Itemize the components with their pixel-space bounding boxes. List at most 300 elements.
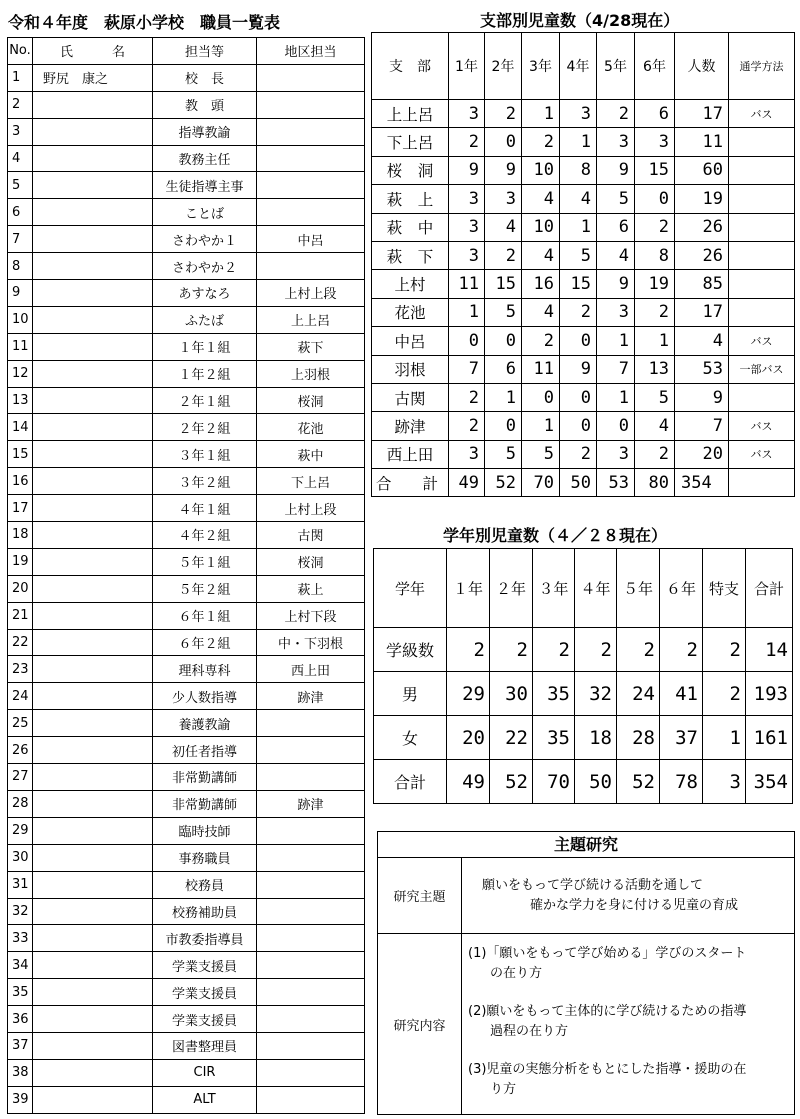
branch-cell: 2: [560, 298, 597, 326]
staff-cell: [33, 495, 153, 522]
branch-cell: 3: [449, 100, 485, 128]
branch-cell: 10: [522, 213, 560, 241]
staff-cell: [33, 522, 153, 549]
staff-cell: 19: [8, 548, 33, 575]
branch-cell: 60: [675, 156, 729, 184]
grade-cell: 28: [617, 716, 660, 760]
branch-cell: 2: [635, 298, 675, 326]
branch-cell: 70: [522, 469, 560, 497]
branch-header-cell: 2年: [485, 33, 522, 100]
staff-cell: [33, 683, 153, 710]
staff-cell: 桜洞: [257, 548, 365, 575]
branch-cell: 11: [522, 355, 560, 383]
branch-cell: 50: [560, 469, 597, 497]
staff-cell: 34: [8, 952, 33, 979]
grade-title: 学年別児童数（４／２８現在）: [443, 526, 668, 545]
branch-cell: 中呂: [372, 327, 449, 355]
branch-cell: 一部バス: [729, 355, 795, 383]
staff-cell: 6: [8, 199, 33, 226]
staff-row: [8, 871, 365, 898]
research-item-line: の在り方: [490, 966, 543, 981]
branch-row: [372, 185, 795, 213]
staff-row: [8, 441, 365, 468]
staff-cell: [33, 333, 153, 360]
branch-cell: 3: [597, 440, 635, 468]
research-item-line: (3)児童の実態分析をもとにした指導・援助の在: [468, 1062, 747, 1077]
branch-cell: 5: [522, 440, 560, 468]
staff-header-cell: No.: [8, 38, 33, 65]
staff-cell: 下上呂: [257, 468, 365, 495]
grade-cell: 78: [660, 760, 703, 804]
branch-cell: 8: [560, 156, 597, 184]
research-item-line: り方: [490, 1082, 517, 1097]
branch-cell: バス: [729, 412, 795, 440]
grade-row: [374, 672, 793, 716]
staff-cell: [33, 306, 153, 333]
branch-cell: 52: [485, 469, 522, 497]
staff-cell: 上上呂: [257, 306, 365, 333]
staff-cell: 29: [8, 817, 33, 844]
branch-cell: 上村: [372, 270, 449, 298]
staff-cell: 跡津: [257, 683, 365, 710]
staff-cell: [33, 548, 153, 575]
staff-cell: ４年１組: [153, 495, 257, 522]
branch-cell: 9: [675, 383, 729, 411]
staff-cell: 11: [8, 333, 33, 360]
staff-row: [8, 656, 365, 683]
branch-cell: 1: [560, 128, 597, 156]
branch-cell: 49: [449, 469, 485, 497]
staff-cell: [257, 172, 365, 199]
staff-cell: ６年１組: [153, 602, 257, 629]
branch-cell: [729, 128, 795, 156]
branch-cell: 桜 洞: [372, 156, 449, 184]
grade-cell: 14: [746, 628, 793, 672]
staff-cell: [33, 1032, 153, 1059]
branch-cell: 0: [522, 383, 560, 411]
staff-row: [8, 387, 365, 414]
staff-cell: [257, 710, 365, 737]
staff-cell: 上村上段: [257, 495, 365, 522]
grade-cell: 49: [447, 760, 490, 804]
staff-cell: さわやか１: [153, 226, 257, 253]
staff-cell: 26: [8, 737, 33, 764]
staff-cell: [33, 952, 153, 979]
branch-cell: 4: [522, 185, 560, 213]
staff-cell: [257, 253, 365, 280]
branch-row: [372, 355, 795, 383]
research-item: [468, 1060, 794, 1100]
grade-cell: 52: [490, 760, 533, 804]
grade-cell: 2: [575, 628, 617, 672]
staff-cell: 萩中: [257, 441, 365, 468]
staff-cell: 教 頭: [153, 91, 257, 118]
branch-row: [372, 440, 795, 468]
staff-cell: [33, 737, 153, 764]
staff-row: [8, 629, 365, 656]
staff-cell: 教務主任: [153, 145, 257, 172]
branch-cell: 2: [449, 128, 485, 156]
staff-cell: [33, 790, 153, 817]
staff-cell: 図書整理員: [153, 1032, 257, 1059]
grade-header-cell: ４年: [575, 549, 617, 628]
staff-header-cell: 地区担当: [257, 38, 365, 65]
staff-row: [8, 1059, 365, 1086]
staff-row: [8, 1032, 365, 1059]
staff-cell: 28: [8, 790, 33, 817]
grade-header-cell: 特支: [703, 549, 746, 628]
branch-cell: 16: [522, 270, 560, 298]
branch-cell: [729, 241, 795, 269]
branch-title: 支部別児童数（4/28現在）: [480, 11, 680, 30]
staff-cell: 23: [8, 656, 33, 683]
staff-cell: 指導教諭: [153, 118, 257, 145]
staff-cell: [33, 764, 153, 791]
staff-row: [8, 683, 365, 710]
branch-cell: 19: [675, 185, 729, 213]
staff-row: [8, 548, 365, 575]
branch-cell: 2: [485, 241, 522, 269]
staff-row: [8, 118, 365, 145]
branch-cell: 9: [485, 156, 522, 184]
grade-header-cell: ６年: [660, 549, 703, 628]
branch-cell: [729, 156, 795, 184]
branch-cell: 4: [522, 241, 560, 269]
branch-cell: 下上呂: [372, 128, 449, 156]
staff-cell: 12: [8, 360, 33, 387]
grade-header-row: [374, 549, 793, 628]
branch-cell: 6: [635, 100, 675, 128]
branch-cell: 2: [597, 100, 635, 128]
branch-row: [372, 128, 795, 156]
staff-cell: 少人数指導: [153, 683, 257, 710]
staff-cell: CIR: [153, 1059, 257, 1086]
grade-row: [374, 760, 793, 804]
branch-cell: 15: [560, 270, 597, 298]
grade-cell: 女: [374, 716, 447, 760]
staff-row: [8, 199, 365, 226]
staff-cell: 18: [8, 522, 33, 549]
staff-cell: [33, 226, 153, 253]
branch-cell: 80: [635, 469, 675, 497]
branch-row: [372, 100, 795, 128]
staff-cell: 36: [8, 1006, 33, 1033]
staff-cell: １年２組: [153, 360, 257, 387]
research-item-line: 過程の在り方: [490, 1024, 569, 1039]
staff-cell: 花池: [257, 414, 365, 441]
branch-cell: 7: [675, 412, 729, 440]
staff-row: [8, 522, 365, 549]
staff-cell: ５年２組: [153, 575, 257, 602]
branch-cell: 0: [560, 412, 597, 440]
branch-header-cell: 4年: [560, 33, 597, 100]
branch-cell: バス: [729, 440, 795, 468]
branch-cell: 9: [597, 270, 635, 298]
grade-cell: 1: [703, 716, 746, 760]
grade-row: [374, 628, 793, 672]
branch-cell: 花池: [372, 298, 449, 326]
staff-cell: 市教委指導員: [153, 925, 257, 952]
staff-row: [8, 790, 365, 817]
branch-row: [372, 213, 795, 241]
staff-row: [8, 817, 365, 844]
staff-cell: 臨時技師: [153, 817, 257, 844]
grade-cell: 2: [703, 672, 746, 716]
branch-cell: 4: [485, 213, 522, 241]
staff-cell: 校務員: [153, 871, 257, 898]
grade-cell: 41: [660, 672, 703, 716]
branch-cell: 3: [449, 213, 485, 241]
staff-cell: 33: [8, 925, 33, 952]
branch-header-cell: 5年: [597, 33, 635, 100]
branch-cell: 2: [635, 440, 675, 468]
branch-cell: 3: [597, 128, 635, 156]
staff-cell: 上村上段: [257, 280, 365, 307]
staff-cell: ことば: [153, 199, 257, 226]
grade-cell: 35: [533, 672, 575, 716]
branch-cell: 13: [635, 355, 675, 383]
staff-cell: 27: [8, 764, 33, 791]
staff-cell: 22: [8, 629, 33, 656]
staff-cell: [257, 952, 365, 979]
branch-cell: 4: [597, 241, 635, 269]
staff-cell: 事務職員: [153, 844, 257, 871]
staff-cell: [33, 1086, 153, 1113]
branch-cell: 17: [675, 100, 729, 128]
staff-cell: 14: [8, 414, 33, 441]
staff-cell: 17: [8, 495, 33, 522]
staff-cell: [33, 710, 153, 737]
staff-cell: 3: [8, 118, 33, 145]
branch-row: [372, 241, 795, 269]
staff-cell: [33, 387, 153, 414]
grade-cell: 20: [447, 716, 490, 760]
grade-cell: 161: [746, 716, 793, 760]
branch-table: [371, 32, 795, 497]
staff-cell: [33, 441, 153, 468]
staff-cell: 16: [8, 468, 33, 495]
staff-cell: 8: [8, 253, 33, 280]
branch-cell: 0: [635, 185, 675, 213]
branch-cell: 0: [597, 412, 635, 440]
staff-row: [8, 737, 365, 764]
branch-row: [372, 270, 795, 298]
grade-header-cell: ５年: [617, 549, 660, 628]
grade-cell: 18: [575, 716, 617, 760]
staff-cell: 20: [8, 575, 33, 602]
grade-cell: 37: [660, 716, 703, 760]
grade-cell: 2: [533, 628, 575, 672]
branch-cell: 0: [560, 383, 597, 411]
staff-cell: 7: [8, 226, 33, 253]
branch-cell: 11: [449, 270, 485, 298]
research-content-label: 研究内容: [378, 933, 462, 1115]
staff-cell: [33, 575, 153, 602]
branch-cell: バス: [729, 327, 795, 355]
staff-row: [8, 226, 365, 253]
branch-cell: 2: [449, 383, 485, 411]
staff-cell: [33, 414, 153, 441]
research-item: [468, 944, 794, 984]
branch-header-cell: 6年: [635, 33, 675, 100]
staff-cell: ALT: [153, 1086, 257, 1113]
grade-header-cell: 学年: [374, 549, 447, 628]
staff-row: [8, 172, 365, 199]
branch-cell: 羽根: [372, 355, 449, 383]
branch-cell: 1: [485, 383, 522, 411]
branch-cell: 萩 上: [372, 185, 449, 213]
staff-cell: [33, 871, 153, 898]
branch-cell: 西上田: [372, 440, 449, 468]
branch-cell: [729, 270, 795, 298]
staff-cell: 31: [8, 871, 33, 898]
staff-cell: １年１組: [153, 333, 257, 360]
grade-header-cell: ３年: [533, 549, 575, 628]
research-theme-line1: 願いをもって学び続ける活動を通して: [482, 878, 704, 893]
branch-cell: 1: [635, 327, 675, 355]
research-theme-label: 研究主題: [378, 857, 462, 933]
staff-cell: [257, 91, 365, 118]
grade-header-cell: １年: [447, 549, 490, 628]
branch-row: [372, 156, 795, 184]
branch-cell: 26: [675, 241, 729, 269]
staff-header-cell: 担当等: [153, 38, 257, 65]
staff-cell: 校務補助員: [153, 898, 257, 925]
branch-cell: 古関: [372, 383, 449, 411]
staff-table: [7, 37, 365, 1114]
grade-cell: 32: [575, 672, 617, 716]
staff-row: [8, 925, 365, 952]
staff-row: [8, 710, 365, 737]
branch-cell: 3: [560, 100, 597, 128]
staff-row: [8, 979, 365, 1006]
branch-cell: 2: [560, 440, 597, 468]
staff-cell: ２年１組: [153, 387, 257, 414]
branch-cell: 0: [485, 128, 522, 156]
branch-cell: 3: [485, 185, 522, 213]
grade-cell: 2: [660, 628, 703, 672]
staff-cell: 古関: [257, 522, 365, 549]
grade-cell: 52: [617, 760, 660, 804]
staff-cell: [33, 145, 153, 172]
staff-cell: [257, 1006, 365, 1033]
staff-cell: [33, 898, 153, 925]
staff-cell: 萩上: [257, 575, 365, 602]
staff-cell: 西上田: [257, 656, 365, 683]
branch-cell: バス: [729, 100, 795, 128]
branch-cell: 2: [449, 412, 485, 440]
grade-row: [374, 716, 793, 760]
branch-cell: 53: [675, 355, 729, 383]
branch-cell: 1: [597, 327, 635, 355]
branch-cell: 5: [635, 383, 675, 411]
staff-row: [8, 414, 365, 441]
staff-cell: 上羽根: [257, 360, 365, 387]
staff-cell: ふたば: [153, 306, 257, 333]
research-title: 主題研究: [378, 832, 794, 858]
staff-cell: [33, 172, 153, 199]
staff-cell: 跡津: [257, 790, 365, 817]
staff-cell: [257, 737, 365, 764]
grade-cell: 30: [490, 672, 533, 716]
staff-row: [8, 1086, 365, 1113]
grade-table: [373, 548, 793, 804]
staff-row: [8, 468, 365, 495]
branch-row: [372, 383, 795, 411]
grade-cell: 2: [447, 628, 490, 672]
staff-cell: 38: [8, 1059, 33, 1086]
staff-cell: 中・下羽根: [257, 629, 365, 656]
staff-cell: 理科専科: [153, 656, 257, 683]
staff-row: [8, 360, 365, 387]
branch-cell: 5: [485, 298, 522, 326]
branch-cell: 1: [522, 100, 560, 128]
grade-cell: 354: [746, 760, 793, 804]
staff-cell: [33, 1059, 153, 1086]
branch-cell: 4: [635, 412, 675, 440]
staff-cell: [257, 979, 365, 1006]
grade-cell: 50: [575, 760, 617, 804]
staff-row: [8, 764, 365, 791]
branch-cell: 跡津: [372, 412, 449, 440]
staff-cell: 学業支援員: [153, 1006, 257, 1033]
staff-cell: 5: [8, 172, 33, 199]
branch-cell: 6: [485, 355, 522, 383]
research-box: [377, 831, 795, 1115]
branch-cell: 15: [485, 270, 522, 298]
staff-row: [8, 145, 365, 172]
branch-cell: 0: [485, 412, 522, 440]
branch-cell: 26: [675, 213, 729, 241]
grade-cell: 193: [746, 672, 793, 716]
staff-row: [8, 952, 365, 979]
branch-cell: 3: [449, 241, 485, 269]
staff-cell: 25: [8, 710, 33, 737]
staff-cell: 初任者指導: [153, 737, 257, 764]
staff-cell: ２年２組: [153, 414, 257, 441]
branch-cell: [729, 213, 795, 241]
staff-row: [8, 253, 365, 280]
branch-row: [372, 469, 795, 497]
staff-cell: 中呂: [257, 226, 365, 253]
grade-cell: 29: [447, 672, 490, 716]
branch-cell: 萩 下: [372, 241, 449, 269]
staff-cell: [33, 199, 153, 226]
branch-cell: 3: [449, 185, 485, 213]
branch-cell: 1: [597, 383, 635, 411]
staff-row: [8, 495, 365, 522]
grade-cell: 70: [533, 760, 575, 804]
grade-cell: 22: [490, 716, 533, 760]
staff-cell: [33, 817, 153, 844]
staff-cell: 9: [8, 280, 33, 307]
staff-row: [8, 1006, 365, 1033]
staff-cell: [33, 656, 153, 683]
staff-cell: 35: [8, 979, 33, 1006]
staff-cell: [257, 199, 365, 226]
branch-header-cell: 3年: [522, 33, 560, 100]
staff-header-cell: 氏 名: [33, 38, 153, 65]
staff-cell: 21: [8, 602, 33, 629]
branch-header-row: [372, 33, 795, 100]
branch-cell: 6: [597, 213, 635, 241]
branch-cell: 合 計: [372, 469, 449, 497]
grade-header-cell: 合計: [746, 549, 793, 628]
staff-cell: [33, 118, 153, 145]
staff-cell: [257, 118, 365, 145]
staff-cell: ６年２組: [153, 629, 257, 656]
staff-row: [8, 898, 365, 925]
